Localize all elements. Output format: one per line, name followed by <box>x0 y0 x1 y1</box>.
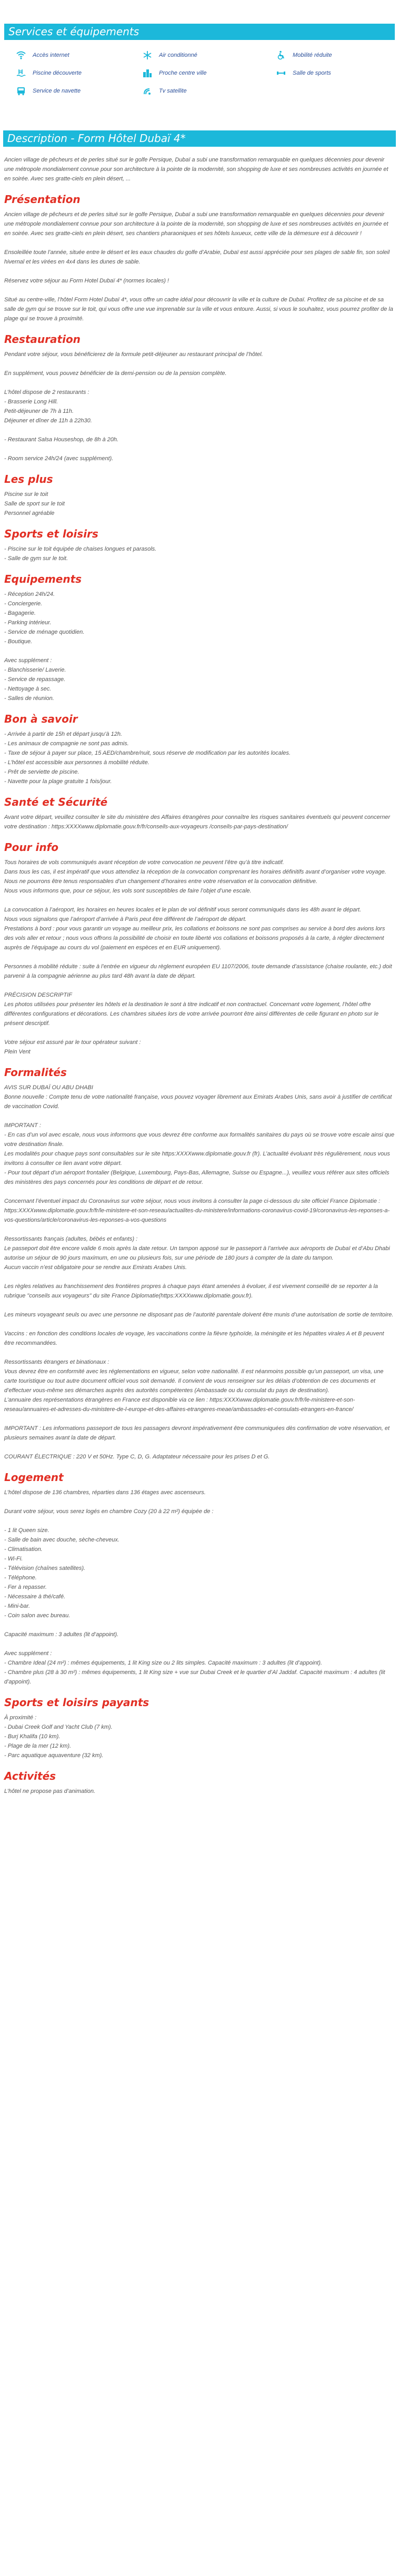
pour-info-line: Dans tous les cas, il est impératif que vous attendiez la réception de la convocation comprenant les horaires définitifs avant d’organiser votre voyage. <box>4 869 386 875</box>
restauration-line: L’hôtel dispose de 2 restaurants : <box>4 389 89 395</box>
plus-title: Les plus <box>4 473 53 485</box>
formalites-line: Ressortissants étrangers et binationaux : <box>4 1359 109 1365</box>
logement-line: Capacité maximum : 3 adultes (lit d’appoint). <box>4 1631 119 1638</box>
equipements-line: - Bagagerie. <box>4 610 36 616</box>
equipements-line: - Service de repassage. <box>4 676 66 683</box>
description-blocks <box>4 323 395 1796</box>
presentation-p2: Ensoleillée toute l’année, située entre le désert et les eaux chaudes du golfe d’Arabie, Dubaï est aussi appréciée pour ses plages de sable fin, son soleil hivernal et les virées en 4x4 dans les dunes de sable. <box>4 249 390 265</box>
logement-line <box>4 1497 395 1507</box>
description-header: Description - Form Hôtel Dubaï 4* <box>3 130 396 147</box>
amenities-grid <box>4 49 395 97</box>
restauration-line: - Room service 24h/24 (avec supplément). <box>4 455 114 462</box>
logement-line: - Télévision (chaînes satellites). <box>4 1565 86 1571</box>
restauration-line <box>4 444 395 454</box>
logement-line <box>4 1620 395 1630</box>
bon-a-savoir-line: - Prêt de serviette de piscine. <box>4 769 79 775</box>
equipements-title: Equipements <box>4 573 82 585</box>
sante-line: Avant votre départ, veuillez consulter le site du ministère des Affaires étrangères pour connaître les risques sanitaires éventuels qui peuvent concerner votre destination : https:XXXXwww.diplomatie.gouv.fr/fr/conseils-aux-voyageurs /conseils-par-pays-destination/ <box>4 814 391 830</box>
services-header: Services et équipements <box>4 24 395 40</box>
amenity-item <box>264 49 395 61</box>
pour-info-line: Nous vous signalons que l’aéroport d’arrivée à Paris peut être différent de l’aéroport de départ. <box>4 916 247 922</box>
pour-info-line: Personnes à mobilité réduite : suite à l’entrée en vigueur du règlement européen EU 1107/2006, toute demande d’assistance (chaise roulante, etc.) doit parvenir à la compagnie aérienne au plus tard 48h avant la date de départ. <box>4 964 392 979</box>
formalites-line: Bonne nouvelle : Compte tenu de votre nationalité française, vous pouvez voyager librement aux Emirats Arabes Unis, sans avoir à justifier de certificat de vaccination Covid. <box>4 1094 392 1110</box>
restauration-line: Pendant votre séjour, vous bénéficierez de la formule petit-déjeuner au restaurant principal de l’hôtel. <box>4 351 263 358</box>
activites-line: L’hôtel ne propose pas d’animation. <box>4 1788 96 1794</box>
formalites-line: Le passeport doit être encore valide 6 mois après la date retour. Un tampon apposé sur le passeport à l’arrivée aux aéroports de Dubaï et d’Abu Dhabi autorise un séjour de 90 jours maximum, en une ou plusieurs fois, sur une période de 180 jours à compter de la date du tampon. <box>4 1245 390 1261</box>
logement-line <box>4 1516 395 1526</box>
formalites-line <box>4 1301 395 1310</box>
formalites-line: AVIS SUR DUBAÏ OU ABU DHABI <box>4 1084 93 1091</box>
bon-a-savoir-line: - Arrivée à partir de 15h et départ jusqu’à 12h. <box>4 731 123 737</box>
amenity-item <box>4 85 131 97</box>
amenity-label: Mobilité réduite <box>293 52 332 58</box>
pour-info-line: Nous vous informons que, pour ce séjour, les vols sont susceptibles de faire l’objet d’une escale. <box>4 888 252 894</box>
pour-info-line: Les photos utilisées pour présenter les hôtels et la destination le sont à titre indicatif et non contractuel. Concernant votre logement, l’hôtel offre différentes configurations et décorations. Les chambres situées lors de votre arrivée pourront être ainsi différentes de celle figurant en photo sur le présent descriptif. <box>4 1001 379 1027</box>
formalites-line: Les modalités pour chaque pays sont consultables sur le site https:XXXXwww.diplomatie.gouv.fr (fr). L’actualité évoluant très régulièrement, nous vous invitons à consulter ce lien avant votre départ. <box>4 1151 390 1167</box>
restauration-line <box>4 378 395 388</box>
formalites-line <box>4 1225 395 1234</box>
restauration-line: Petit-déjeuner de 7h à 11h. <box>4 408 74 414</box>
pour-info-line: Plein Vent <box>4 1049 31 1055</box>
bon-a-savoir-line: - Les animaux de compagnie ne sont pas admis. <box>4 741 129 747</box>
sports-proximite-line: - Burj Khalifa (10 km). <box>4 1733 61 1740</box>
pour-info-line <box>4 981 395 990</box>
satellite-icon <box>142 86 153 96</box>
equipements-line: - Blanchisserie/ Laverie. <box>4 667 66 673</box>
hotel-page <box>0 24 399 1796</box>
formalites-line <box>4 1414 395 1424</box>
logement-line: - Salle de bain avec douche, sèche-cheveux. <box>4 1537 119 1543</box>
formalites-line: Ressortissants français (adultes, bébés et enfants) : <box>4 1236 138 1242</box>
logement-line: Avec supplément : <box>4 1650 52 1657</box>
amenity-label: Piscine découverte <box>33 70 82 76</box>
restauration-line <box>4 425 395 435</box>
presentation-p1: Ancien village de pêcheurs et de perles situé sur le golfe Persique, Dubaï a subi une transformation remarquable en quelques décennies pour devenir une métropole mondialement connue pour son architecture à la pointe de la modernité, son shopping de luxe et ses nombreuses activités en journée et en soirée. Avec ses gratte-ciels en plein désert, ses chantiers pharaoniques et ses hôtels luxueux, cette ville de la démesure est à découvrir ! <box>4 211 388 237</box>
equipements-line <box>4 646 395 656</box>
presentation-p4: Situé au centre-ville, l’hôtel Form Hotel Dubaï 4*, vous offre un cadre idéal pour découvrir la ville et la culture de Dubaï. Profitez de sa piscine et de sa salle de gym qui se trouve sur le toit, qui vous offre une vue imprenable sur la ville et vous entoure. Aussi, si vous le souhaitez, vous pourrez profiter de la plage qui se trouve à proximité. <box>4 297 393 322</box>
pour-info-line <box>4 1028 395 1038</box>
sports-title: Sports et loisirs <box>4 528 98 540</box>
bus-icon <box>16 86 26 96</box>
pour-info-line <box>4 952 395 962</box>
amenity-label: Air conditionné <box>159 52 197 58</box>
formalites-line: IMPORTANT : Les informations passeport de tous les passagers devront impérativement être communiquées dès confirmation de votre réservation, et plusieurs semaines avant la date de départ. <box>4 1425 390 1441</box>
formalites-line: IMPORTANT : <box>4 1122 41 1129</box>
logement-line: - Téléphone. <box>4 1575 37 1581</box>
bon-a-savoir-line: - Taxe de séjour à payer sur place, 15 AED/chambre/nuit, sous réserve de modification par les autorités locales. <box>4 750 291 756</box>
logement-line: - Nécessaire à thé/café. <box>4 1594 66 1600</box>
pour-info-line: Prestations à bord : pour vous garantir un voyage au meilleur prix, les collations et boissons ne sont pas comprises au service à bord des avions lors des vols aller et retour ; nous vous offrons la possibilité de choisir en toute liberté vos collations et boissons proposés à la carte, à régler directement auprès de l’équipage au cours du vol (paiement en espèces et en EUR uniquement). <box>4 926 385 951</box>
restauration-line <box>4 359 395 369</box>
equipements-line: - Salles de réunion. <box>4 695 54 702</box>
dumbbell-icon <box>276 68 286 78</box>
amenity-label: Salle de sports <box>293 70 331 76</box>
logement-line: - Fer à repasser. <box>4 1584 47 1590</box>
logement-line: - Chambre plus (28 à 30 m²) : mêmes équipements, 1 lit King size + vue sur Dubai Creek et le quartier d’Al Jaddaf. Capacité maximum : 4 adultes (lit d’appoint). <box>4 1669 385 1685</box>
amenity-label: Tv satellite <box>159 88 187 94</box>
logement-line <box>4 1639 395 1649</box>
equipements-line: - Parking intérieur. <box>4 620 52 626</box>
logement-line: - Chambre Ideal (24 m²) : mêmes équipements, 1 lit King size ou 2 lits simples. Capacité maximum : 3 adultes (lit d’appoint). <box>4 1660 323 1666</box>
formalites-line: https:XXXXwww.diplomatie.gouv.fr/fr/le-ministere-et-son-reseau/actualites-du-ministere/informations-coronavirus-covid-19/coronavirus-les-reponses-a-vos-questions/article/coronavirus-les-reponses-a-vos-questions <box>4 1208 390 1223</box>
wifi-icon <box>16 50 26 60</box>
city-icon <box>142 68 153 78</box>
formalites-line <box>4 1443 395 1452</box>
equipements-line: - Conciergerie. <box>4 601 43 607</box>
equipements-line: - Service de ménage quotidien. <box>4 629 85 635</box>
amenity-label: Proche centre ville <box>159 70 207 76</box>
logement-line: L’hôtel dispose de 136 chambres, réparties dans 136 étages avec ascenseurs. <box>4 1489 206 1496</box>
formalites-line: Les mineurs voyageant seuls ou avec une personne ne disposant pas de l’autorité parentale doivent être munis d’une autorisation de sortie de territoire. <box>4 1312 394 1318</box>
amenity-item <box>131 67 264 79</box>
formalites-line <box>4 1187 395 1196</box>
formalites-line: Concernant l’éventuel impact du Coronavirus sur votre séjour, nous vous invitons à consulter la page ci-dessous du site officiel France Diplomatie : <box>4 1198 381 1204</box>
bon-a-savoir-line: - L’hôtel est accessible aux personnes à mobilité réduite. <box>4 759 149 766</box>
sports-proximite-line: À proximité : <box>4 1715 37 1721</box>
amenity-item <box>4 67 131 79</box>
pour-info-title: Pour info <box>4 841 58 854</box>
pour-info-line: Tous horaires de vols communiqués avant réception de votre convocation ne peuvent l’être qu’à titre indicatif. <box>4 859 284 866</box>
pour-info-line: PRÉCISION DESCRIPTIF <box>4 992 72 998</box>
formalites-line: Vaccins : en fonction des conditions locales de voyage, les vaccinations contre la fièvre typhoïde, la méningite et les hépatites virales A et B peuvent être recommandées. <box>4 1331 384 1346</box>
pour-info-line: Votre séjour est assuré par le tour opérateur suivant : <box>4 1039 141 1046</box>
restauration-title: Restauration <box>4 333 81 346</box>
sports-proximite-title: Sports et loisirs payants <box>4 1696 149 1709</box>
bon-a-savoir-title: Bon à savoir <box>4 713 78 725</box>
sante-title: Santé et Sécurité <box>4 796 108 808</box>
formalites-line: COURANT ÉLECTRIQUE : 220 V et 50Hz. Type C, D, G. Adaptateur nécessaire pour les prises D et G. <box>4 1454 270 1460</box>
logement-line: - Coin salon avec bureau. <box>4 1612 71 1619</box>
formalites-line: - En cas d’un vol avec escale, nous vous informons que vous devrez être conforme aux formalités sanitaires du pays où se trouve votre escale ainsi que votre destination finale. <box>4 1132 395 1148</box>
equipements-line: Avec supplément : <box>4 657 52 664</box>
bon-a-savoir-line: - Navette pour la plage gratuite 1 fois/jour. <box>4 778 112 785</box>
formalites-line: - Pour tout départ d’un aéroport frontalier (Belgique, Luxembourg, Pays-Bas, Allemagne, Suisse ou Espagne...), veuillez vous référer aux sites officiels des ministères des pays concernés pour les conditions de départ et de retour. <box>4 1170 390 1185</box>
logement-line: - Wi-Fi. <box>4 1556 23 1562</box>
amenity-item <box>131 85 264 97</box>
formalites-line <box>4 1111 395 1121</box>
sports-proximite-line: - Plage de la mer (12 km). <box>4 1743 72 1749</box>
amenity-item <box>131 49 264 61</box>
formalites-line <box>4 1320 395 1329</box>
presentation-title: Présentation <box>4 193 81 206</box>
pour-info-line: Nous ne pourrons être tenus responsables d’un changement d’horaires entre votre réservation et la convocation définitive. <box>4 878 317 885</box>
amenity-item <box>264 67 395 79</box>
activites-title: Activités <box>4 1770 56 1782</box>
description-intro: Ancien village de pêcheurs et de perles situé sur le golfe Persique, Dubaï a subi une transformation remarquable en quelques décennies pour devenir une métropole mondialement connue pour son architecture à la pointe de la modernité, son shopping de luxe et ses nombreuses activités en journée et en soirée. Avec ses gratte-ciels en plein désert, ... <box>4 157 388 182</box>
formalites-line: L’annuaire des représentations étrangères en France est disponible via ce lien : https:XXXXwww.diplomatie.gouv.fr/fr/le-ministere-et-son-reseau/annuaires-et-adresses-du-ministere-de-l-europe-et-des-affaires-etrangeres-meae/ambassades-et-consulats-etrangers-en-france/ <box>4 1397 355 1413</box>
presentation-p3: Réservez votre séjour au Form Hotel Dubaï 4* (normes locales) ! <box>4 278 169 284</box>
sports-line: - Piscine sur le toit équipée de chaises longues et parasols. <box>4 546 157 552</box>
amenity-item <box>4 49 131 61</box>
logement-line: - Mini-bar. <box>4 1603 31 1609</box>
equipements-line: - Réception 24h/24. <box>4 591 55 597</box>
plus-line: Piscine sur le toit <box>4 491 48 498</box>
plus-line: Salle de sport sur le toit <box>4 501 65 507</box>
pour-info-line: La convocation à l’aéroport, les horaires en heures locales et le plan de vol définitif vous seront communiqués dans les 48h avant le départ. <box>4 907 362 913</box>
restauration-line: - Restaurant Salsa Houseshop, de 8h à 20h. <box>4 437 119 443</box>
pool-icon <box>16 68 26 78</box>
sports-line: - Salle de gym sur le toit. <box>4 555 68 562</box>
logement-title: Logement <box>4 1471 64 1484</box>
formalites-line <box>4 1348 395 1357</box>
restauration-line: - Brasserie Long Hill. <box>4 399 58 405</box>
sports-proximite-line: - Dubai Creek Golf and Yacht Club (7 km). <box>4 1724 113 1730</box>
amenity-label: Accès internet <box>33 52 69 58</box>
wheelchair-icon <box>276 50 286 60</box>
plus-line: Personnel agréable <box>4 510 55 516</box>
formalites-line: Aucun vaccin n’est obligatoire pour se rendre aux Emirats Arabes Unis. <box>4 1264 187 1271</box>
logement-line: Durant votre séjour, vous serez logés en chambre Cozy (20 à 22 m²) équipée de : <box>4 1508 214 1515</box>
logement-line: - 1 lit Queen size. <box>4 1527 49 1534</box>
equipements-line: - Nettoyage à sec. <box>4 686 52 692</box>
pour-info-line <box>4 896 395 905</box>
formalites-line <box>4 1272 395 1282</box>
restauration-line: Déjeuner et dîner de 11h à 22h30. <box>4 418 92 424</box>
formalites-title: Formalités <box>4 1066 67 1079</box>
snowflake-icon <box>142 50 153 60</box>
logement-line: - Climatisation. <box>4 1546 43 1553</box>
description-section <box>0 147 399 1796</box>
restauration-line: En supplément, vous pouvez bénéficier de la demi-pension ou de la pension complète. <box>4 370 227 377</box>
equipements-line: - Boutique. <box>4 638 33 645</box>
sports-proximite-line: - Parc aquatique aquaventure (32 km). <box>4 1752 104 1759</box>
formalites-line: Vous devrez être en conformité avec les réglementations en vigueur, selon votre nationalité. Il est néanmoins possible qu’un passeport, un visa, une carte touristique ou tout autre document officiel vous soit demandé. Il convient de vous renseigner sur les délais d’obtention de ces documents et d’effectuer vous-même ses démarches auprès des autorités compétentes (Ambassade ou du consulat du pays de destination). <box>4 1368 384 1394</box>
formalites-line: Les règles relatives au franchissement des frontières propres à chaque pays étant amenées à évoluer, il est vivement conseillé de se reporter à la rubrique "conseils aux voyageurs" du site France Diplomatie(https:XXXXwww.diplomatie.gouv.fr). <box>4 1283 378 1299</box>
amenity-label: Service de navette <box>33 88 81 94</box>
